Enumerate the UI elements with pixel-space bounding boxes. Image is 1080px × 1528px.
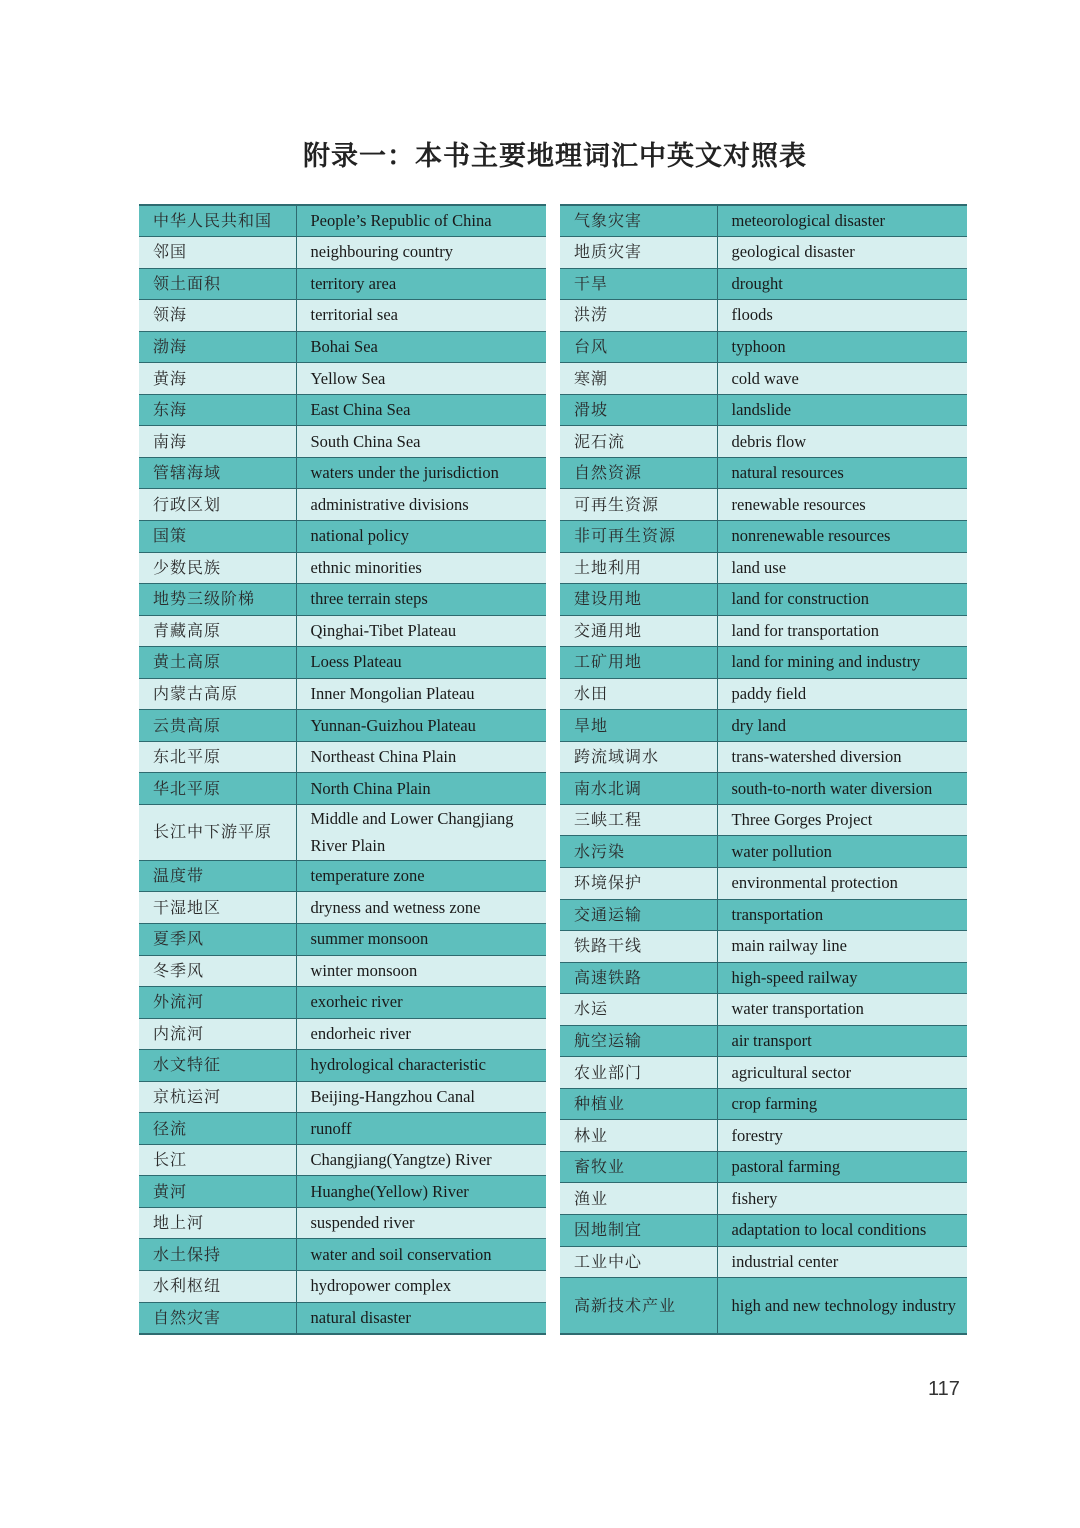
english-term: territorial sea: [296, 300, 546, 332]
page-number: 117: [928, 1378, 960, 1400]
english-term: winter monsoon: [296, 955, 546, 987]
glossary-row: [560, 268, 967, 300]
chinese-term: 行政区划: [139, 489, 296, 521]
glossary-row: [560, 489, 967, 521]
glossary-row: [139, 268, 546, 300]
english-term: water transportation: [717, 994, 967, 1026]
chinese-term: 种植业: [560, 1088, 717, 1120]
chinese-term: 水利枢纽: [139, 1271, 296, 1303]
english-term: endorheic river: [296, 1018, 546, 1050]
glossary-row: [560, 1278, 967, 1335]
english-term: temperature zone: [296, 860, 546, 892]
chinese-term: 东海: [139, 394, 296, 426]
glossary-row: [139, 987, 546, 1019]
chinese-term: 建设用地: [560, 584, 717, 616]
english-term: water and soil conservation: [296, 1239, 546, 1271]
english-term: crop farming: [717, 1088, 967, 1120]
english-term: dry land: [717, 710, 967, 742]
chinese-term: 南水北调: [560, 773, 717, 805]
english-term: national policy: [296, 520, 546, 552]
glossary-row: [560, 1151, 967, 1183]
english-term: land for mining and industry: [717, 647, 967, 679]
glossary-row: [560, 331, 967, 363]
glossary-row: [139, 615, 546, 647]
glossary-row: [139, 710, 546, 742]
english-term: water pollution: [717, 836, 967, 868]
chinese-term: 洪涝: [560, 300, 717, 332]
chinese-term: 水土保持: [139, 1239, 296, 1271]
glossary-row: [560, 647, 967, 679]
glossary-row: [560, 931, 967, 963]
glossary-row: [560, 457, 967, 489]
chinese-term: 水文特征: [139, 1050, 296, 1082]
chinese-term: 国策: [139, 520, 296, 552]
chinese-term: 水田: [560, 678, 717, 710]
glossary-row: [139, 1176, 546, 1208]
english-term: high and new technology industry: [717, 1278, 967, 1335]
english-term: pastoral farming: [717, 1151, 967, 1183]
chinese-term: 内蒙古高原: [139, 678, 296, 710]
english-term: land for construction: [717, 584, 967, 616]
chinese-term: 地上河: [139, 1207, 296, 1239]
english-term: runoff: [296, 1113, 546, 1145]
glossary-table-left: [139, 204, 546, 1335]
chinese-term: 水污染: [560, 836, 717, 868]
chinese-term: 华北平原: [139, 773, 296, 805]
glossary-row: [560, 1215, 967, 1247]
english-term: trans-watershed diversion: [717, 741, 967, 773]
english-term: Loess Plateau: [296, 647, 546, 679]
chinese-term: 外流河: [139, 987, 296, 1019]
glossary-row: [139, 205, 546, 237]
glossary-row: [139, 773, 546, 805]
glossary-row: [139, 860, 546, 892]
glossary-row: [560, 994, 967, 1026]
english-term: meteorological disaster: [717, 205, 967, 237]
english-term: Bohai Sea: [296, 331, 546, 363]
english-term: environmental protection: [717, 867, 967, 899]
english-term: land use: [717, 552, 967, 584]
english-term: main railway line: [717, 931, 967, 963]
english-term: south-to-north water diversion: [717, 773, 967, 805]
chinese-term: 三峡工程: [560, 804, 717, 836]
english-term: Inner Mongolian Plateau: [296, 678, 546, 710]
chinese-term: 水运: [560, 994, 717, 1026]
english-term: territory area: [296, 268, 546, 300]
english-term: forestry: [717, 1120, 967, 1152]
glossary-row: [139, 1050, 546, 1082]
chinese-term: 邻国: [139, 237, 296, 269]
glossary-row: [139, 584, 546, 616]
chinese-term: 农业部门: [560, 1057, 717, 1089]
chinese-term: 渔业: [560, 1183, 717, 1215]
glossary-row: [560, 520, 967, 552]
chinese-term: 可再生资源: [560, 489, 717, 521]
chinese-term: 夏季风: [139, 923, 296, 955]
glossary-row: [560, 237, 967, 269]
english-term: air transport: [717, 1025, 967, 1057]
english-term: ethnic minorities: [296, 552, 546, 584]
english-term: fishery: [717, 1183, 967, 1215]
english-term: waters under the jurisdiction: [296, 457, 546, 489]
glossary-table-right: [560, 204, 967, 1335]
glossary-row: [560, 394, 967, 426]
chinese-term: 黄河: [139, 1176, 296, 1208]
chinese-term: 径流: [139, 1113, 296, 1145]
english-term: agricultural sector: [717, 1057, 967, 1089]
glossary-row: [560, 205, 967, 237]
glossary-row: [139, 489, 546, 521]
english-term: land for transportation: [717, 615, 967, 647]
english-term: typhoon: [717, 331, 967, 363]
english-term: industrial center: [717, 1246, 967, 1278]
glossary-row: [560, 615, 967, 647]
glossary-row: [139, 457, 546, 489]
chinese-term: 渤海: [139, 331, 296, 363]
glossary-row: [560, 1246, 967, 1278]
glossary-row: [560, 552, 967, 584]
glossary-row: [560, 426, 967, 458]
glossary-row: [139, 426, 546, 458]
glossary-row: [139, 955, 546, 987]
chinese-term: 冬季风: [139, 955, 296, 987]
english-term: hydropower complex: [296, 1271, 546, 1303]
english-term: floods: [717, 300, 967, 332]
chinese-term: 中华人民共和国: [139, 205, 296, 237]
chinese-term: 温度带: [139, 860, 296, 892]
chinese-term: 管辖海域: [139, 457, 296, 489]
english-term: administrative divisions: [296, 489, 546, 521]
glossary-row: [560, 710, 967, 742]
page-title: 附录一：本书主要地理词汇中英文对照表: [303, 141, 807, 172]
glossary-row: [139, 804, 546, 860]
chinese-term: 内流河: [139, 1018, 296, 1050]
english-term: landslide: [717, 394, 967, 426]
english-term: high-speed railway: [717, 962, 967, 994]
chinese-term: 非可再生资源: [560, 520, 717, 552]
chinese-term: 环境保护: [560, 867, 717, 899]
glossary-row: [560, 1088, 967, 1120]
chinese-term: 跨流域调水: [560, 741, 717, 773]
chinese-term: 干湿地区: [139, 892, 296, 924]
chinese-term: 寒潮: [560, 363, 717, 395]
english-term: hydrological characteristic: [296, 1050, 546, 1082]
chinese-term: 滑坡: [560, 394, 717, 426]
english-term: North China Plain: [296, 773, 546, 805]
english-term: geological disaster: [717, 237, 967, 269]
chinese-term: 领土面积: [139, 268, 296, 300]
glossary-row: [560, 867, 967, 899]
chinese-term: 畜牧业: [560, 1151, 717, 1183]
chinese-term: 京杭运河: [139, 1081, 296, 1113]
english-term: Qinghai-Tibet Plateau: [296, 615, 546, 647]
english-term: Yellow Sea: [296, 363, 546, 395]
english-term: paddy field: [717, 678, 967, 710]
glossary-row: [139, 1144, 546, 1176]
chinese-term: 高新技术产业: [560, 1278, 717, 1335]
english-term: dryness and wetness zone: [296, 892, 546, 924]
english-term: natural resources: [717, 457, 967, 489]
english-term: adaptation to local conditions: [717, 1215, 967, 1247]
glossary-row: [139, 892, 546, 924]
english-term: debris flow: [717, 426, 967, 458]
glossary-row: [139, 647, 546, 679]
glossary-row: [139, 1113, 546, 1145]
english-term: renewable resources: [717, 489, 967, 521]
english-term: East China Sea: [296, 394, 546, 426]
english-term: Three Gorges Project: [717, 804, 967, 836]
glossary-row: [139, 520, 546, 552]
glossary-row: [139, 741, 546, 773]
chinese-term: 少数民族: [139, 552, 296, 584]
chinese-term: 台风: [560, 331, 717, 363]
chinese-term: 铁路干线: [560, 931, 717, 963]
chinese-term: 地势三级阶梯: [139, 584, 296, 616]
chinese-term: 泥石流: [560, 426, 717, 458]
chinese-term: 交通运输: [560, 899, 717, 931]
english-term: exorheic river: [296, 987, 546, 1019]
glossary-row: [139, 923, 546, 955]
chinese-term: 青藏高原: [139, 615, 296, 647]
glossary-row: [139, 1081, 546, 1113]
chinese-term: 林业: [560, 1120, 717, 1152]
glossary-row: [560, 584, 967, 616]
english-term: Middle and Lower Changjiang River Plain: [296, 804, 546, 860]
chinese-term: 黄土高原: [139, 647, 296, 679]
chinese-term: 云贵高原: [139, 710, 296, 742]
glossary-row: [139, 552, 546, 584]
english-term: suspended river: [296, 1207, 546, 1239]
chinese-term: 交通用地: [560, 615, 717, 647]
chinese-term: 工业中心: [560, 1246, 717, 1278]
chinese-term: 干旱: [560, 268, 717, 300]
glossary-row: [560, 741, 967, 773]
chinese-term: 东北平原: [139, 741, 296, 773]
chinese-term: 自然灾害: [139, 1302, 296, 1334]
english-term: Huanghe(Yellow) River: [296, 1176, 546, 1208]
glossary-row: [560, 363, 967, 395]
english-term: Yunnan-Guizhou Plateau: [296, 710, 546, 742]
glossary-row: [139, 300, 546, 332]
glossary-row: [560, 1120, 967, 1152]
english-term: South China Sea: [296, 426, 546, 458]
glossary-row: [139, 1018, 546, 1050]
glossary-row: [560, 899, 967, 931]
english-term: Beijing-Hangzhou Canal: [296, 1081, 546, 1113]
glossary-row: [139, 678, 546, 710]
glossary-row: [560, 962, 967, 994]
english-term: cold wave: [717, 363, 967, 395]
glossary-row: [139, 1302, 546, 1334]
glossary-row: [560, 773, 967, 805]
chinese-term: 航空运输: [560, 1025, 717, 1057]
english-term: three terrain steps: [296, 584, 546, 616]
glossary-row: [560, 1025, 967, 1057]
glossary-row: [139, 1271, 546, 1303]
glossary-row: [560, 300, 967, 332]
chinese-term: 南海: [139, 426, 296, 458]
english-term: People’s Republic of China: [296, 205, 546, 237]
glossary-row: [139, 331, 546, 363]
chinese-term: 长江中下游平原: [139, 804, 296, 860]
glossary-row: [560, 1183, 967, 1215]
english-term: summer monsoon: [296, 923, 546, 955]
chinese-term: 领海: [139, 300, 296, 332]
chinese-term: 因地制宜: [560, 1215, 717, 1247]
chinese-term: 黄海: [139, 363, 296, 395]
english-term: natural disaster: [296, 1302, 546, 1334]
english-term: transportation: [717, 899, 967, 931]
english-term: Changjiang(Yangtze) River: [296, 1144, 546, 1176]
glossary-row: [139, 363, 546, 395]
chinese-term: 土地利用: [560, 552, 717, 584]
glossary-row: [139, 237, 546, 269]
glossary-row: [560, 804, 967, 836]
chinese-term: 高速铁路: [560, 962, 717, 994]
chinese-term: 地质灾害: [560, 237, 717, 269]
chinese-term: 长江: [139, 1144, 296, 1176]
chinese-term: 自然资源: [560, 457, 717, 489]
english-term: nonrenewable resources: [717, 520, 967, 552]
chinese-term: 气象灾害: [560, 205, 717, 237]
chinese-term: 旱地: [560, 710, 717, 742]
english-term: neighbouring country: [296, 237, 546, 269]
glossary-row: [139, 394, 546, 426]
glossary-row: [560, 1057, 967, 1089]
chinese-term: 工矿用地: [560, 647, 717, 679]
glossary-row: [560, 836, 967, 868]
glossary-row: [139, 1239, 546, 1271]
english-term: Northeast China Plain: [296, 741, 546, 773]
glossary-row: [139, 1207, 546, 1239]
glossary-row: [560, 678, 967, 710]
english-term: drought: [717, 268, 967, 300]
